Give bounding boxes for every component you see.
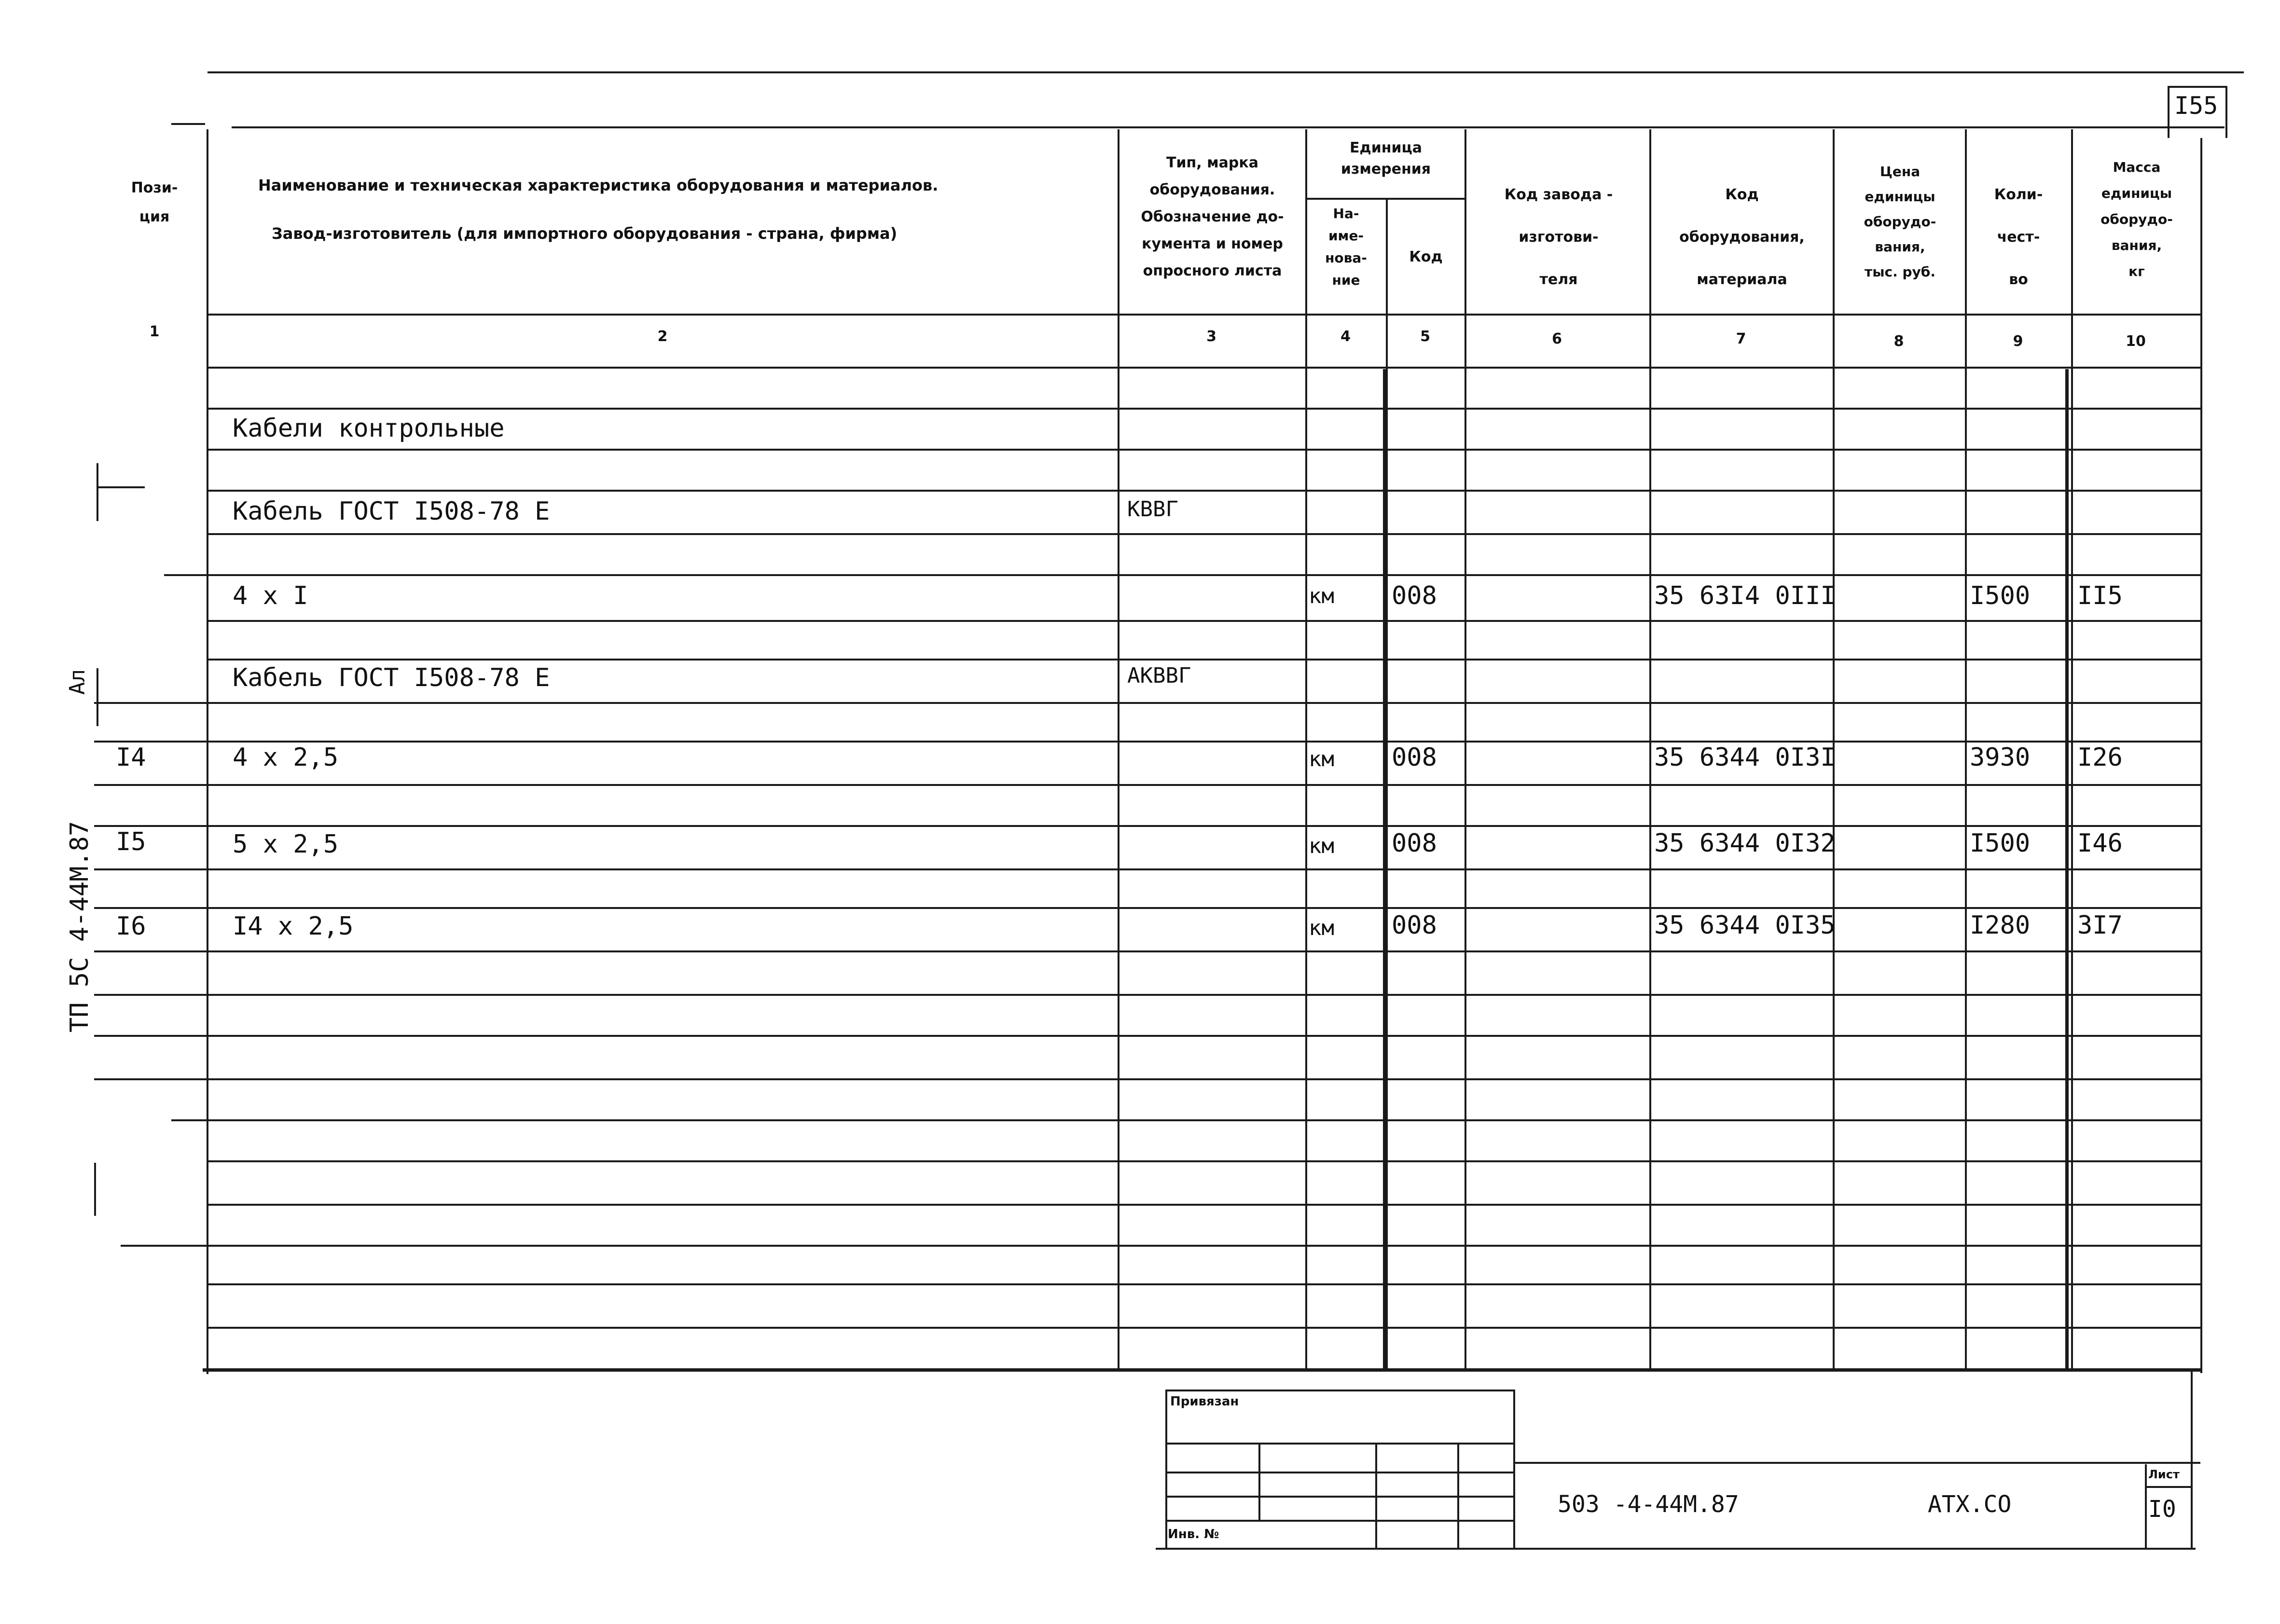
header-quantity: Коли- чест- во [1994, 186, 2043, 288]
row-code: 008 [1392, 911, 1437, 940]
header-equipment-code: Код оборудования, материала [1679, 186, 1805, 288]
stamp-row [1165, 1520, 1515, 1522]
row-name: Кабель ГОСТ I508-78 Е [233, 663, 550, 692]
row-equipment-code: 35 63I4 0III [1654, 581, 1836, 610]
row-equipment-code: 35 6344 0I35 [1654, 911, 1836, 940]
row-equipment-code: 35 6344 0I3I [1654, 743, 1836, 772]
row-unit: км [1309, 916, 1334, 940]
sheet-number: I0 [2148, 1496, 2176, 1523]
header-mass: Масса единицы оборудо- вания, кг [2100, 159, 2173, 279]
row-line [207, 408, 2200, 410]
colnum-10: 10 [2126, 333, 2146, 350]
row-quantity: I280 [1970, 911, 2031, 940]
table-bottom-line [203, 1368, 2201, 1372]
colnum-1: 1 [149, 323, 160, 340]
colnum-9: 9 [2013, 333, 2023, 350]
row-line [94, 868, 2200, 870]
row-name: 5 х 2,5 [233, 830, 339, 859]
doc-block-top [1513, 1462, 2200, 1464]
row-code: 008 [1392, 743, 1437, 772]
row-line [94, 784, 2200, 786]
colnum-bottom-line [207, 367, 2201, 369]
row-line [207, 1327, 2200, 1329]
row-line [94, 1078, 2200, 1080]
frame-left-line [207, 129, 208, 1374]
row-mass: I46 [2077, 829, 2123, 858]
stamp-row [1165, 1472, 1515, 1473]
row-type: КВВГ [1127, 497, 1178, 522]
stamp-row [1165, 1496, 1515, 1498]
doc-number: 503 -4-44М.87 [1558, 1491, 1739, 1518]
header-position: Пози- ция [131, 179, 178, 225]
row-name: I4 х 2,5 [233, 912, 354, 941]
stamp-col [1457, 1443, 1459, 1549]
row-line [207, 659, 2200, 661]
row-position: I5 [116, 827, 146, 856]
page-number: I55 [2174, 92, 2218, 120]
margin-tick [97, 463, 98, 521]
doc-code: АТХ.СО [1928, 1491, 2012, 1518]
header-name-line2: Завод-изготовитель (для импортного оборудования - страна, фирма) [272, 224, 898, 243]
row-unit: км [1309, 747, 1334, 771]
row-line [207, 449, 2200, 451]
row-mass: I26 [2077, 743, 2123, 772]
row-line [94, 741, 2200, 743]
stamp-bottom [1156, 1548, 2196, 1550]
header-unit-name: На- име- нова- ние [1325, 206, 1367, 288]
row-quantity: 3930 [1970, 743, 2031, 772]
stamp-bound-label: Привязан [1170, 1394, 1239, 1409]
row-line [94, 994, 2200, 996]
row-line [207, 533, 2200, 535]
unit-group-line [1305, 198, 1465, 200]
side-designation: ТП 5С 4-44М.87 [65, 821, 94, 1032]
thick-box-right [2065, 369, 2069, 1370]
frame-top-line [232, 126, 2225, 128]
colnum-8: 8 [1893, 333, 1904, 350]
colnum-2: 2 [657, 328, 668, 345]
sheet-box-line [2145, 1486, 2191, 1488]
row-line [94, 702, 2200, 704]
margin-tick [97, 486, 145, 488]
page-box-top [2168, 86, 2225, 88]
stamp-inv-label: Инв. № [1168, 1527, 1219, 1541]
page-box-left [2168, 86, 2169, 138]
stamp-col [1258, 1443, 1260, 1520]
margin-tick [171, 123, 205, 125]
row-line [207, 1283, 2200, 1285]
header-unit-code: Код [1409, 248, 1443, 265]
row-code: 008 [1392, 581, 1437, 610]
row-name: 4 х 2,5 [233, 743, 339, 772]
frame-right-line [2200, 138, 2202, 1373]
colnum-7: 7 [1736, 330, 1746, 347]
row-line [94, 1035, 2200, 1037]
thick-box-left [1383, 369, 1386, 1370]
header-bottom-line [207, 314, 2201, 316]
row-name: 4 х I [233, 581, 308, 610]
colnum-4: 4 [1340, 328, 1351, 345]
row-line [207, 1160, 2200, 1162]
row-line [94, 825, 2200, 827]
row-line [207, 490, 2200, 492]
header-price: Цена единицы оборудо- вания, тыс. руб. [1864, 164, 1936, 280]
row-line [121, 1245, 2200, 1247]
row-line [164, 574, 2200, 576]
stamp-row [1165, 1443, 1515, 1445]
row-line [94, 950, 2200, 952]
row-unit: км [1309, 584, 1334, 608]
colnum-6: 6 [1552, 330, 1562, 347]
row-quantity: I500 [1970, 829, 2031, 858]
row-code: 008 [1392, 829, 1437, 858]
sheet-label: Лист [2148, 1468, 2180, 1481]
top-border-line [207, 71, 2244, 73]
side-designation-top: Ал [65, 669, 90, 695]
header-type: Тип, марка оборудования. Обозначение до- кумента и номер опросного листа [1141, 154, 1284, 279]
stamp-left [1165, 1390, 1167, 1549]
row-line [207, 1204, 2200, 1206]
stamp-top [1165, 1390, 1515, 1391]
page-box-right [2225, 86, 2227, 138]
row-position: I4 [116, 743, 146, 772]
header-name-line1: Наименование и техническая характеристика оборудования и материалов. [258, 176, 939, 194]
row-unit: км [1309, 834, 1334, 858]
row-mass: II5 [2077, 581, 2123, 610]
row-position: I6 [116, 912, 146, 941]
row-line [94, 907, 2200, 909]
colnum-3: 3 [1206, 328, 1216, 345]
row-equipment-code: 35 6344 0I32 [1654, 829, 1836, 858]
stamp-col [1375, 1443, 1377, 1549]
colnum-5: 5 [1420, 328, 1430, 345]
row-quantity: I500 [1970, 581, 2031, 610]
sheet-box-left [2145, 1464, 2147, 1549]
header-unit-group: Единица измерения [1340, 139, 1431, 178]
row-type: АКВВГ [1127, 663, 1191, 688]
margin-tick [94, 1163, 96, 1216]
stamp-right [1513, 1390, 1515, 1549]
row-name: Кабель ГОСТ I508-78 Е [233, 497, 550, 526]
row-line [207, 620, 2200, 622]
margin-tick [97, 668, 98, 726]
row-mass: 3I7 [2077, 911, 2123, 940]
row-name: Кабели контрольные [233, 414, 505, 443]
row-line [171, 1119, 2200, 1121]
doc-block-right [2191, 1368, 2193, 1548]
header-factory-code: Код завода - изготови- теля [1504, 186, 1613, 288]
